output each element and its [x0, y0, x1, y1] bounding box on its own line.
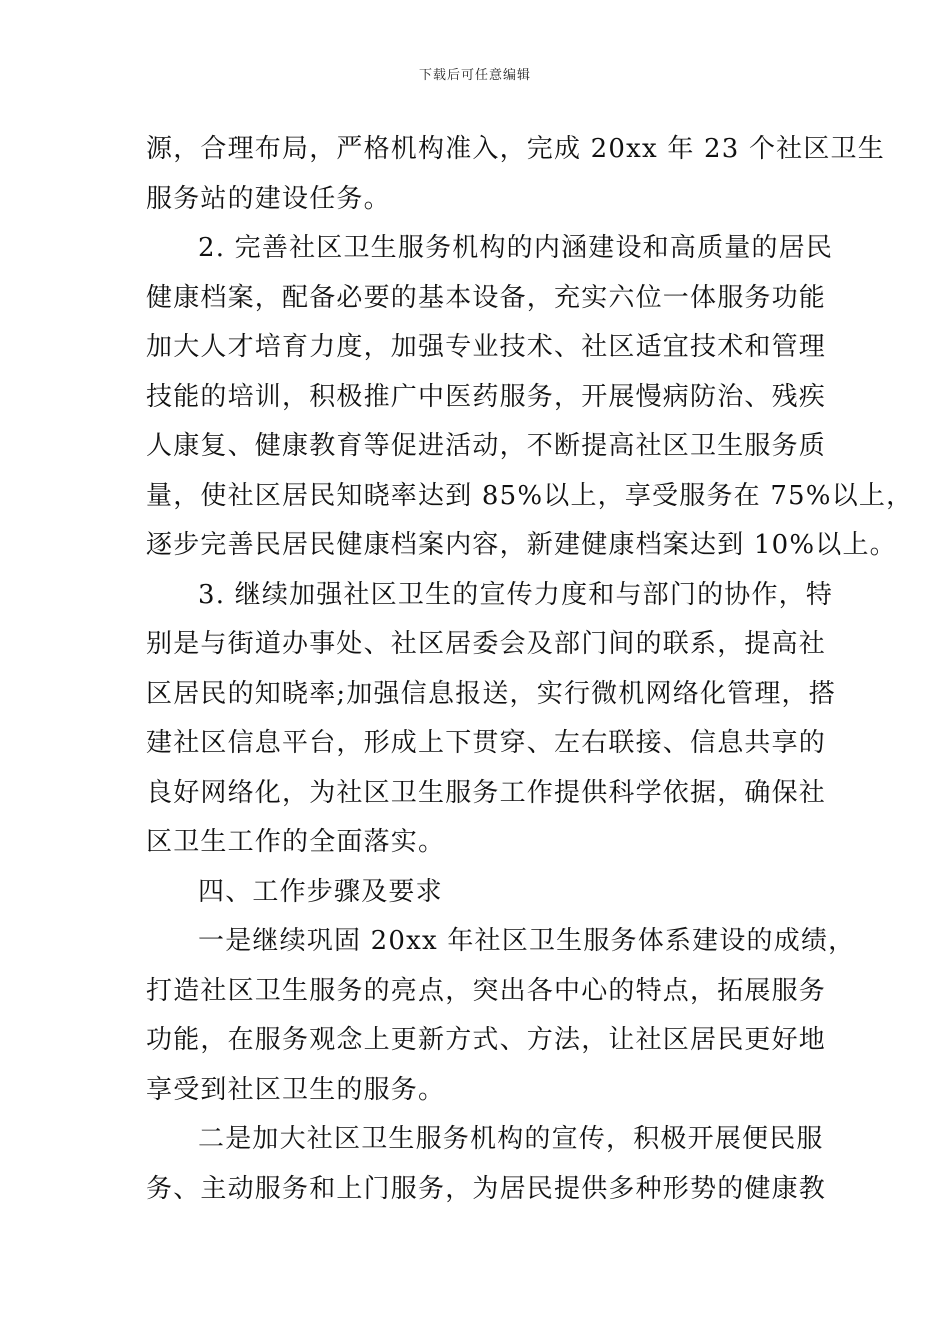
text-line: 区卫生工作的全面落实。: [146, 827, 446, 857]
text-line: 加大人才培育力度，加强专业技术、社区适宜技术和管理: [146, 332, 827, 362]
text-line: 区居民的知晓率;加强信息报送，实行微机网络化管理，搭: [146, 678, 836, 709]
text-line: 人康复、健康教育等促进活动，不断提高社区卫生服务质: [146, 431, 827, 461]
document-body: [146, 125, 914, 1214]
section-heading: 四、工作步骤及要求: [198, 876, 443, 907]
text-line: 服务站的建设任务。: [146, 183, 391, 214]
text-line: 功能，在服务观念上更新方式、方法，让社区居民更好地: [146, 1025, 827, 1055]
text-line: 量，使社区居民知晓率达到 85%以上，享受服务在 75%以上，: [146, 480, 914, 511]
text-line: 健康档案，配备必要的基本设备，充实六位一体服务功能: [146, 282, 827, 313]
text-line: 2. 完善社区卫生服务机构的内涵建设和高质量的居民: [198, 233, 834, 263]
text-line: 良好网络化，为社区卫生服务工作提供科学依据，确保社: [146, 777, 827, 808]
text-line: 打造社区卫生服务的亮点，突出各中心的特点，拓展服务: [146, 975, 827, 1006]
text-line: 源，合理布局，严格机构准入，完成 20xx 年 23 个社区卫生: [146, 134, 885, 164]
page-header: 下载后可任意编辑: [418, 68, 531, 83]
text-line: 务、主动服务和上门服务，为居民提供多种形势的健康教: [146, 1173, 827, 1204]
text-line: 逐步完善民居民健康档案内容，新建健康档案达到 10%以上。: [146, 530, 897, 560]
text-line: 享受到社区卫生的服务。: [146, 1074, 446, 1105]
text-line: 3. 继续加强社区卫生的宣传力度和与部门的协作，特: [198, 579, 834, 610]
text-line: 二是加大社区卫生服务机构的宣传，积极开展便民服: [198, 1124, 824, 1154]
text-line: 建社区信息平台，形成上下贯穿、左右联接、信息共享的: [146, 728, 827, 758]
text-line: 一是继续巩固 20xx 年社区卫生服务体系建设的成绩，: [198, 926, 856, 956]
text-line: 别是与街道办事处、社区居委会及部门间的联系，提高社: [146, 629, 827, 659]
text-line: 技能的培训，积极推广中医药服务，开展慢病防治、残疾: [146, 381, 827, 412]
